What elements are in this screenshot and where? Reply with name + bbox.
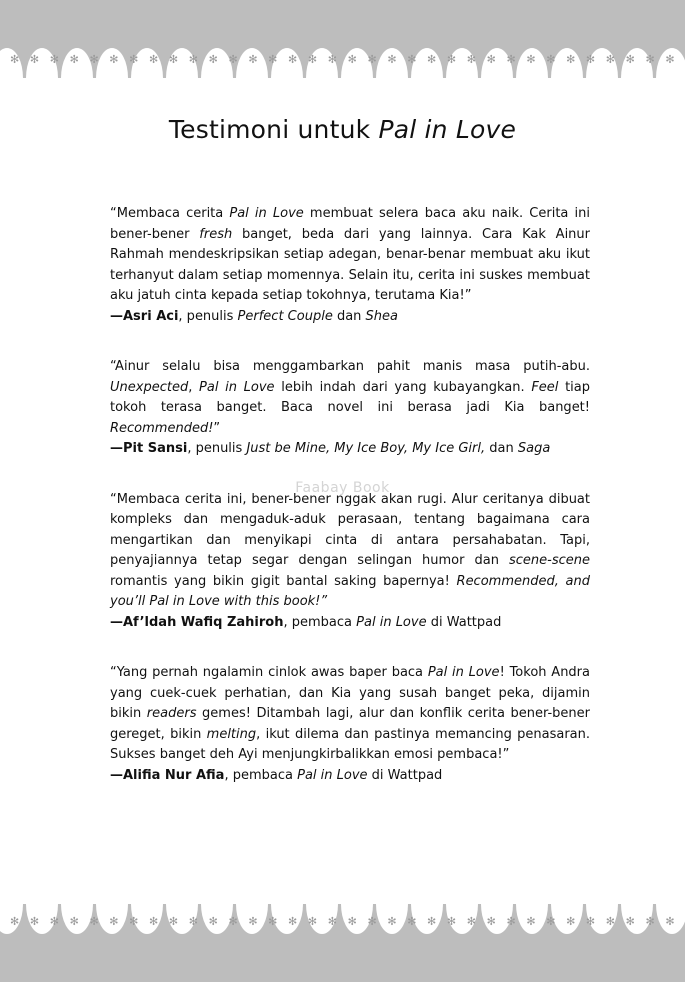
italic-run: readers bbox=[146, 706, 197, 721]
text-run: ” bbox=[213, 420, 221, 436]
italic-run: Just be Mine, My Ice Boy, My Ice Girl, bbox=[246, 441, 486, 456]
text-run: “Yang pernah ngalamin cinlok awas baper baca bbox=[110, 665, 428, 680]
italic-run: Recommended, and you’ll Pal in Love with this book!” bbox=[110, 573, 590, 609]
italic-run: Saga bbox=[517, 441, 551, 456]
flower-icon: ✻ bbox=[486, 915, 496, 928]
flower-icon: ✻ bbox=[69, 53, 79, 66]
flower-icon: ✻ bbox=[208, 915, 218, 928]
text-run: di Wattpad bbox=[426, 614, 502, 630]
flower-icon: ✻ bbox=[625, 915, 635, 928]
credit-author: —Pit Sansi bbox=[110, 441, 188, 456]
flower-icon: ✻ bbox=[407, 915, 417, 928]
text-run: , pembaca bbox=[283, 614, 357, 630]
flower-icon: ✻ bbox=[268, 53, 278, 66]
flower-icon: ✻ bbox=[566, 915, 576, 928]
flower-icon: ✻ bbox=[446, 915, 457, 928]
text-run: gemes! Ditambah lagi, alur dan konflik cerita bener-bener gereget, bikin bbox=[110, 706, 590, 742]
flower-icon: ✻ bbox=[89, 915, 99, 928]
italic-run: Recommended! bbox=[110, 420, 214, 436]
flower-icon: ✻ bbox=[526, 53, 536, 66]
italic-run: Perfect Couple bbox=[237, 308, 333, 324]
flower-icon: ✻ bbox=[506, 53, 516, 66]
text-run: , penulis bbox=[178, 308, 238, 324]
flower-icon: ✻ bbox=[367, 53, 377, 66]
text-run: , penulis bbox=[187, 441, 247, 456]
flower-icon: ✻ bbox=[466, 915, 476, 928]
flower-icon: ✻ bbox=[228, 53, 238, 66]
flower-icon: ✻ bbox=[367, 915, 377, 928]
flower-icon: ✻ bbox=[69, 915, 79, 928]
text-run: membuat selera baca aku naik. Cerita ini bener-bener bbox=[110, 206, 590, 242]
flower-icon: ✻ bbox=[427, 915, 437, 928]
top-flower-row bbox=[0, 54, 685, 65]
text-run: , pembaca bbox=[224, 767, 298, 783]
text-run: “Membaca cerita bbox=[110, 206, 230, 221]
text-run: “Ainur selalu bisa menggambarkan pahit manis masa putih-abu. bbox=[110, 359, 590, 374]
italic-run: fresh bbox=[199, 226, 233, 242]
testimonial-quote bbox=[110, 357, 590, 439]
page-title-book: Pal in Love bbox=[378, 115, 517, 144]
flower-icon: ✻ bbox=[109, 53, 119, 66]
flower-icon: ✻ bbox=[29, 915, 40, 928]
text-run: banget, beda dari yang lainnya. Cara Kak Ainur Rahmah mendeskripsikan setiap adegan, benar-benar membuat aku ikut terhanyut dalam setiap momennya. Selain itu, cerita ini suskes membuat aku jatuh cinta kepada setiap tokohnya, terutama Kia!” bbox=[110, 226, 590, 303]
flower-icon: ✻ bbox=[327, 915, 337, 928]
flower-icon: ✻ bbox=[665, 915, 675, 928]
page-title bbox=[0, 115, 685, 144]
italic-run: Feel bbox=[531, 379, 559, 395]
flower-icon: ✻ bbox=[49, 915, 59, 928]
flower-icon: ✻ bbox=[645, 915, 655, 928]
watermark: Faabay Book bbox=[295, 480, 390, 496]
flower-icon: ✻ bbox=[307, 915, 318, 928]
flower-icon: ✻ bbox=[506, 915, 516, 928]
flower-icon: ✻ bbox=[129, 53, 139, 66]
flower-icon: ✻ bbox=[248, 915, 258, 928]
flower-icon: ✻ bbox=[188, 915, 198, 928]
flower-icon: ✻ bbox=[605, 53, 615, 66]
italic-run: melting bbox=[206, 726, 257, 742]
flower-icon: ✻ bbox=[149, 53, 159, 66]
credit-author: —Af’ldah Wafiq Zahiroh bbox=[110, 614, 284, 630]
testimonial-quote bbox=[110, 663, 590, 766]
italic-run: Unexpected bbox=[110, 379, 189, 395]
flower-icon: ✻ bbox=[387, 53, 397, 66]
testimonial-item bbox=[110, 357, 590, 460]
flower-icon: ✻ bbox=[49, 53, 59, 66]
flower-icon: ✻ bbox=[327, 53, 337, 66]
text-run: di Wattpad bbox=[367, 767, 443, 783]
flower-icon: ✻ bbox=[526, 915, 536, 928]
testimonial-credit bbox=[110, 439, 590, 460]
flower-icon: ✻ bbox=[466, 53, 476, 66]
bottom-flower-row bbox=[0, 916, 685, 927]
flower-icon: ✻ bbox=[129, 915, 139, 928]
text-run: romantis yang bikin gigit bantal saking bapernya! bbox=[110, 573, 457, 589]
testimonial-item bbox=[110, 490, 590, 634]
italic-run: Pal in Love bbox=[297, 767, 368, 783]
flower-icon: ✻ bbox=[248, 53, 258, 66]
credit-author: —Alifia Nur Afia bbox=[110, 767, 225, 783]
flower-icon: ✻ bbox=[665, 53, 675, 66]
flower-icon: ✻ bbox=[407, 53, 417, 66]
italic-run: Pal in Love bbox=[199, 379, 275, 395]
flower-icon: ✻ bbox=[288, 915, 298, 928]
top-lace-border bbox=[0, 0, 685, 78]
flower-icon: ✻ bbox=[446, 53, 457, 66]
flower-icon: ✻ bbox=[149, 915, 159, 928]
testimonial-item bbox=[110, 663, 590, 786]
text-run: ! Tokoh Andra yang cuek-cuek perhatian, dan Kia yang susah banget peka, dijamin bikin bbox=[110, 665, 590, 721]
flower-icon: ✻ bbox=[29, 53, 40, 66]
text-run: dan bbox=[332, 308, 366, 324]
text-run: tiap tokoh terasa banget. Baca novel ini berasa jadi Kia banget! bbox=[110, 379, 591, 415]
flower-icon: ✻ bbox=[288, 53, 298, 66]
flower-icon: ✻ bbox=[268, 915, 278, 928]
testimonial-credit bbox=[110, 613, 590, 634]
flower-icon: ✻ bbox=[486, 53, 496, 66]
italic-run: Pal in Love bbox=[356, 614, 427, 630]
flower-icon: ✻ bbox=[347, 53, 357, 66]
flower-icon: ✻ bbox=[546, 915, 556, 928]
testimonial-list bbox=[110, 204, 590, 816]
flower-icon: ✻ bbox=[168, 53, 179, 66]
italic-run: scene-scene bbox=[508, 553, 590, 568]
flower-icon: ✻ bbox=[307, 53, 318, 66]
flower-icon: ✻ bbox=[566, 53, 576, 66]
flower-icon: ✻ bbox=[585, 53, 596, 66]
flower-icon: ✻ bbox=[427, 53, 437, 66]
flower-icon: ✻ bbox=[10, 53, 20, 66]
credit-author: —Asri Aci bbox=[110, 308, 179, 324]
testimonial-item bbox=[110, 204, 590, 327]
text-run: lebih indah dari yang kubayangkan. bbox=[274, 379, 532, 395]
text-run: dan bbox=[485, 441, 518, 456]
flower-icon: ✻ bbox=[625, 53, 635, 66]
testimonial-quote bbox=[110, 490, 590, 613]
flower-icon: ✻ bbox=[546, 53, 556, 66]
text-run: , bbox=[188, 379, 200, 395]
flower-icon: ✻ bbox=[585, 915, 596, 928]
flower-icon: ✻ bbox=[188, 53, 198, 66]
flower-icon: ✻ bbox=[168, 915, 179, 928]
text-run: “Membaca cerita ini, bener-bener nggak akan rugi. Alur ceritanya dibuat kompleks dan mengaduk-aduk perasaan, tentang bagaimana cara mengartikan dan menyikapi cinta di antara persahabatan. Tapi, penyajiannya tetap segar dengan selingan humor dan bbox=[110, 491, 590, 568]
bottom-lace-border bbox=[0, 904, 685, 982]
flower-icon: ✻ bbox=[645, 53, 655, 66]
flower-icon: ✻ bbox=[605, 915, 615, 928]
testimonial-credit bbox=[110, 307, 590, 328]
flower-icon: ✻ bbox=[387, 915, 397, 928]
flower-icon: ✻ bbox=[10, 915, 20, 928]
flower-icon: ✻ bbox=[347, 915, 357, 928]
italic-run: Pal in Love bbox=[427, 665, 500, 680]
flower-icon: ✻ bbox=[109, 915, 119, 928]
italic-run: Pal in Love bbox=[229, 206, 304, 221]
testimonial-credit bbox=[110, 766, 590, 787]
italic-run: Shea bbox=[365, 308, 399, 324]
text-run: , ikut dilema dan pastinya memancing penasaran. Sukses banget deh Ayi menjungkirbalikkan emosi pembaca!” bbox=[110, 726, 591, 762]
flower-icon: ✻ bbox=[89, 53, 99, 66]
page-title-prefix: Testimoni untuk bbox=[168, 115, 379, 144]
flower-icon: ✻ bbox=[208, 53, 218, 66]
testimonial-quote bbox=[110, 204, 590, 307]
flower-icon: ✻ bbox=[228, 915, 238, 928]
